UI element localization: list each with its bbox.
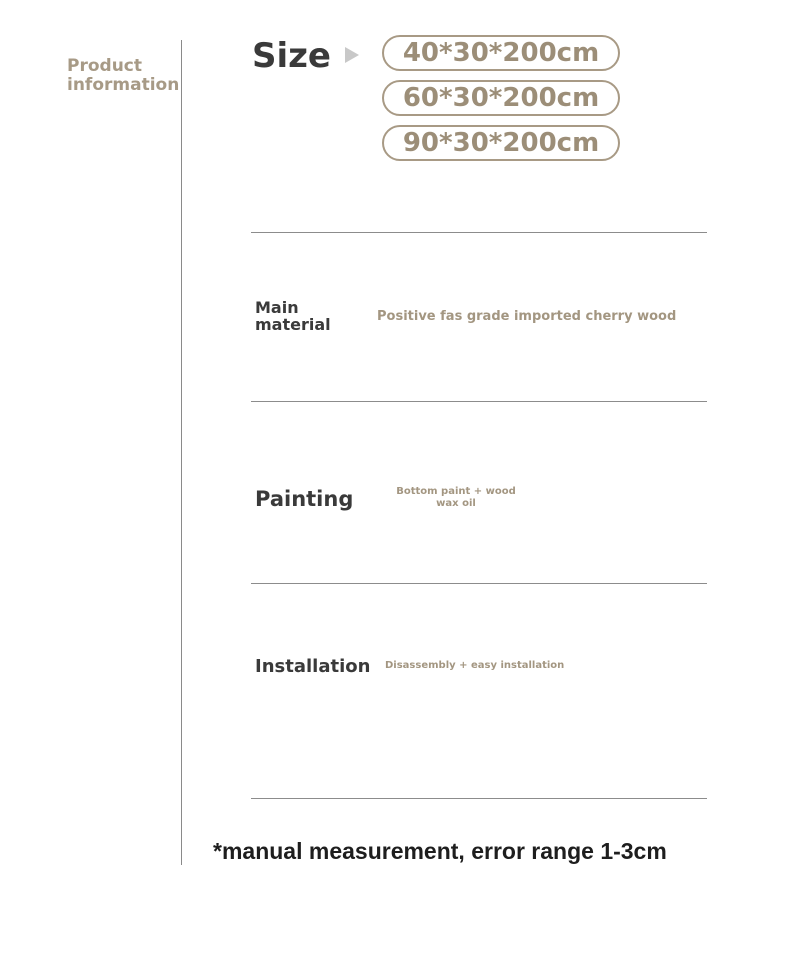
painting-label: Painting xyxy=(255,487,354,511)
size-label: Size xyxy=(252,36,331,76)
main-material-label: Main material xyxy=(255,298,331,334)
size-option-60: 60*30*200cm xyxy=(382,80,620,116)
divider xyxy=(251,232,707,233)
size-option-90: 90*30*200cm xyxy=(382,125,620,161)
size-option-40: 40*30*200cm xyxy=(382,35,620,71)
divider xyxy=(251,798,707,799)
painting-value: Bottom paint + wood wax oil xyxy=(396,486,516,509)
installation-label: Installation xyxy=(255,656,371,677)
vertical-divider xyxy=(181,40,182,865)
installation-value: Disassembly + easy installation xyxy=(385,660,565,671)
divider xyxy=(251,583,707,584)
play-triangle-icon xyxy=(345,47,359,63)
divider xyxy=(251,401,707,402)
measurement-note: *manual measurement, error range 1-3cm xyxy=(213,838,667,864)
product-information-label: Product information xyxy=(67,56,180,95)
main-material-value: Positive fas grade imported cherry wood xyxy=(377,309,677,324)
